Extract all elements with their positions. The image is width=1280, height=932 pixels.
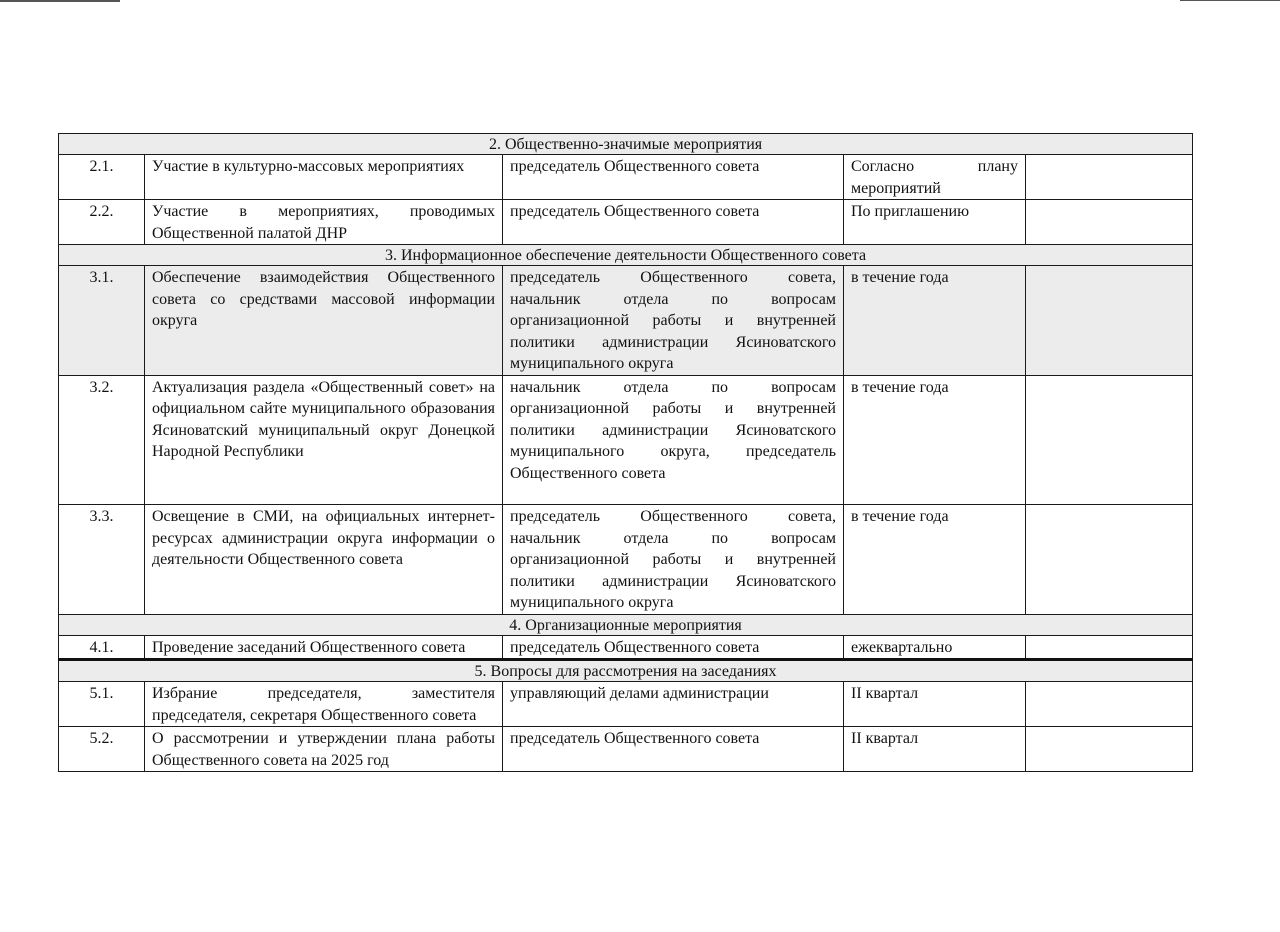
section-title: 5. Вопросы для рассмотрения на заседаниях xyxy=(59,660,1193,682)
row-number: 5.2. xyxy=(59,727,145,772)
event-cell: Избрание председателя, заместителя председателя, секретаря Общественного совета xyxy=(145,682,503,727)
note-cell xyxy=(1026,635,1193,660)
row-number: 2.1. xyxy=(59,155,145,200)
row-number: 3.2. xyxy=(59,375,145,505)
responsible-cell: председатель Общественного совета xyxy=(503,635,844,660)
event-cell: Участие в культурно-массовых мероприятиях xyxy=(145,155,503,200)
term-cell: По приглашению xyxy=(844,200,1026,245)
table-row xyxy=(59,266,1193,376)
note-cell xyxy=(1026,266,1193,376)
note-cell xyxy=(1026,155,1193,200)
event-cell: Участие в мероприятиях, проводимых Общественной палатой ДНР xyxy=(145,200,503,245)
table-row xyxy=(59,375,1193,505)
table-row xyxy=(59,155,1193,200)
responsible-cell: председатель Общественного совета xyxy=(503,155,844,200)
row-number: 2.2. xyxy=(59,200,145,245)
term-cell: в течение года xyxy=(844,375,1026,505)
table-row xyxy=(59,635,1193,660)
section-title: 2. Общественно-значимые мероприятия xyxy=(59,134,1193,155)
section-header-row xyxy=(59,134,1193,155)
row-number: 5.1. xyxy=(59,682,145,727)
term-cell: в течение года xyxy=(844,505,1026,615)
responsible-cell: председатель Общественного совета, начальник отдела по вопросам организационной работы и внутренней политики администрации Ясиноватского муниципального округа xyxy=(503,266,844,376)
scan-edge-mark xyxy=(0,0,120,2)
responsible-cell: управляющий делами администрации xyxy=(503,682,844,727)
note-cell xyxy=(1026,375,1193,505)
event-cell: Обеспечение взаимодействия Общественного совета со средствами массовой информации округа xyxy=(145,266,503,376)
section-header-row xyxy=(59,245,1193,266)
responsible-cell: председатель Общественного совета xyxy=(503,200,844,245)
responsible-cell: председатель Общественного совета xyxy=(503,727,844,772)
term-cell: в течение года xyxy=(844,266,1026,376)
term-cell: Согласно плану мероприятий xyxy=(844,155,1026,200)
note-cell xyxy=(1026,682,1193,727)
row-number: 3.3. xyxy=(59,505,145,615)
responsible-cell: председатель Общественного совета, начальник отдела по вопросам организационной работы и внутренней политики администрации Ясиноватского муниципального округа xyxy=(503,505,844,615)
event-cell: О рассмотрении и утверждении плана работы Общественного совета на 2025 год xyxy=(145,727,503,772)
event-cell: Проведение заседаний Общественного совета xyxy=(145,635,503,660)
work-plan-table xyxy=(58,133,1193,772)
event-cell: Актуализация раздела «Общественный совет» на официальном сайте муниципального образования Ясиноватский муниципальный округ Донецкой Народной Республики xyxy=(145,375,503,505)
table-row xyxy=(59,682,1193,727)
section-title: 4. Организационные мероприятия xyxy=(59,614,1193,635)
scan-edge-mark xyxy=(1180,0,1280,1)
note-cell xyxy=(1026,200,1193,245)
table-row xyxy=(59,727,1193,772)
row-number: 3.1. xyxy=(59,266,145,376)
section-header-row xyxy=(59,614,1193,635)
table-row xyxy=(59,200,1193,245)
term-cell: II квартал xyxy=(844,682,1026,727)
row-number: 4.1. xyxy=(59,635,145,660)
note-cell xyxy=(1026,727,1193,772)
responsible-cell: начальник отдела по вопросам организационной работы и внутренней политики администрации Ясиноватского муниципального округа, председатель Общественного совета xyxy=(503,375,844,505)
section-header-row xyxy=(59,660,1193,682)
note-cell xyxy=(1026,505,1193,615)
term-cell: II квартал xyxy=(844,727,1026,772)
section-title: 3. Информационное обеспечение деятельности Общественного совета xyxy=(59,245,1193,266)
event-cell: Освещение в СМИ, на официальных интернет-ресурсах администрации округа информации о деятельности Общественного совета xyxy=(145,505,503,615)
term-cell: ежеквартально xyxy=(844,635,1026,660)
table-row xyxy=(59,505,1193,615)
